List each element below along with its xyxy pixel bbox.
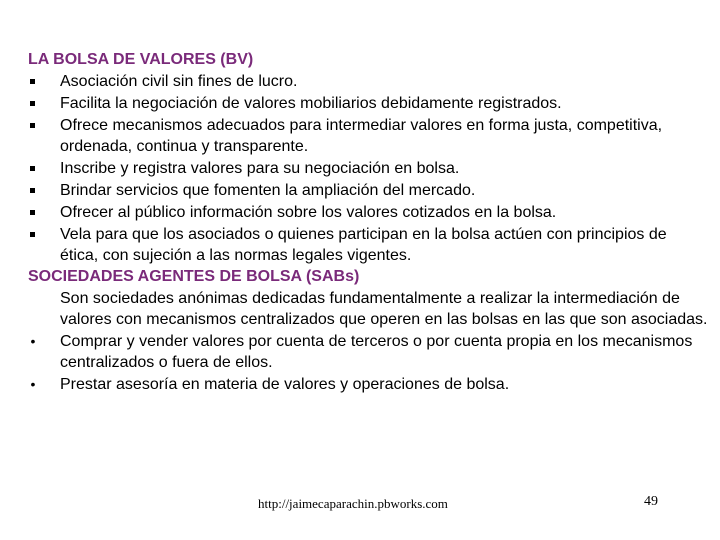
sab-intro: Son sociedades anónimas dedicadas fundamentalmente a realizar la intermediación de valores con mecanismos centralizados que operen en las bolsas en las que son asociadas. xyxy=(60,290,708,328)
page-number: 49 xyxy=(644,494,658,509)
round-bullet-icon: • xyxy=(30,376,36,392)
bv-list-item: Facilita la negociación de valores mobiliarios debidamente registrados. xyxy=(28,93,708,114)
bv-list-item: Inscribe y registra valores para su negociación en bolsa. xyxy=(28,158,708,179)
round-bullet-icon: • xyxy=(30,333,36,349)
square-bullet-icon xyxy=(30,101,35,106)
bv-list-item: Ofrece mecanismos adecuados para intermediar valores en forma justa, competitiva, ordenada, continua y transparente. xyxy=(28,115,708,157)
bv-heading: LA BOLSA DE VALORES (BV) xyxy=(28,51,254,68)
bv-list-item: Vela para que los asociados o quienes participan en la bolsa actúen con principios de ética, con sujeción a las normas legales vigentes. xyxy=(28,224,708,266)
square-bullet-icon xyxy=(30,79,35,84)
sab-list-item: • Prestar asesoría en materia de valores y operaciones de bolsa. xyxy=(28,374,708,395)
square-bullet-icon xyxy=(30,210,35,215)
square-bullet-icon xyxy=(30,188,35,193)
bv-list-item: Ofrecer al público información sobre los valores cotizados en la bolsa. xyxy=(28,202,708,223)
sab-heading: SOCIEDADES AGENTES DE BOLSA (SABs) xyxy=(28,268,360,285)
square-bullet-icon xyxy=(30,232,35,237)
bv-list-item: Asociación civil sin fines de lucro. xyxy=(28,71,708,92)
sab-list-item: • Comprar y vender valores por cuenta de terceros o por cuenta propia en los mecanismos centralizados o fuera de ellos. xyxy=(28,331,708,373)
bv-list-item: Brindar servicios que fomenten la ampliación del mercado. xyxy=(28,180,708,201)
square-bullet-icon xyxy=(30,123,35,128)
footer-url[interactable]: http://jaimecaparachin.pbworks.com xyxy=(258,496,448,511)
slide-content xyxy=(28,49,708,395)
square-bullet-icon xyxy=(30,166,35,171)
